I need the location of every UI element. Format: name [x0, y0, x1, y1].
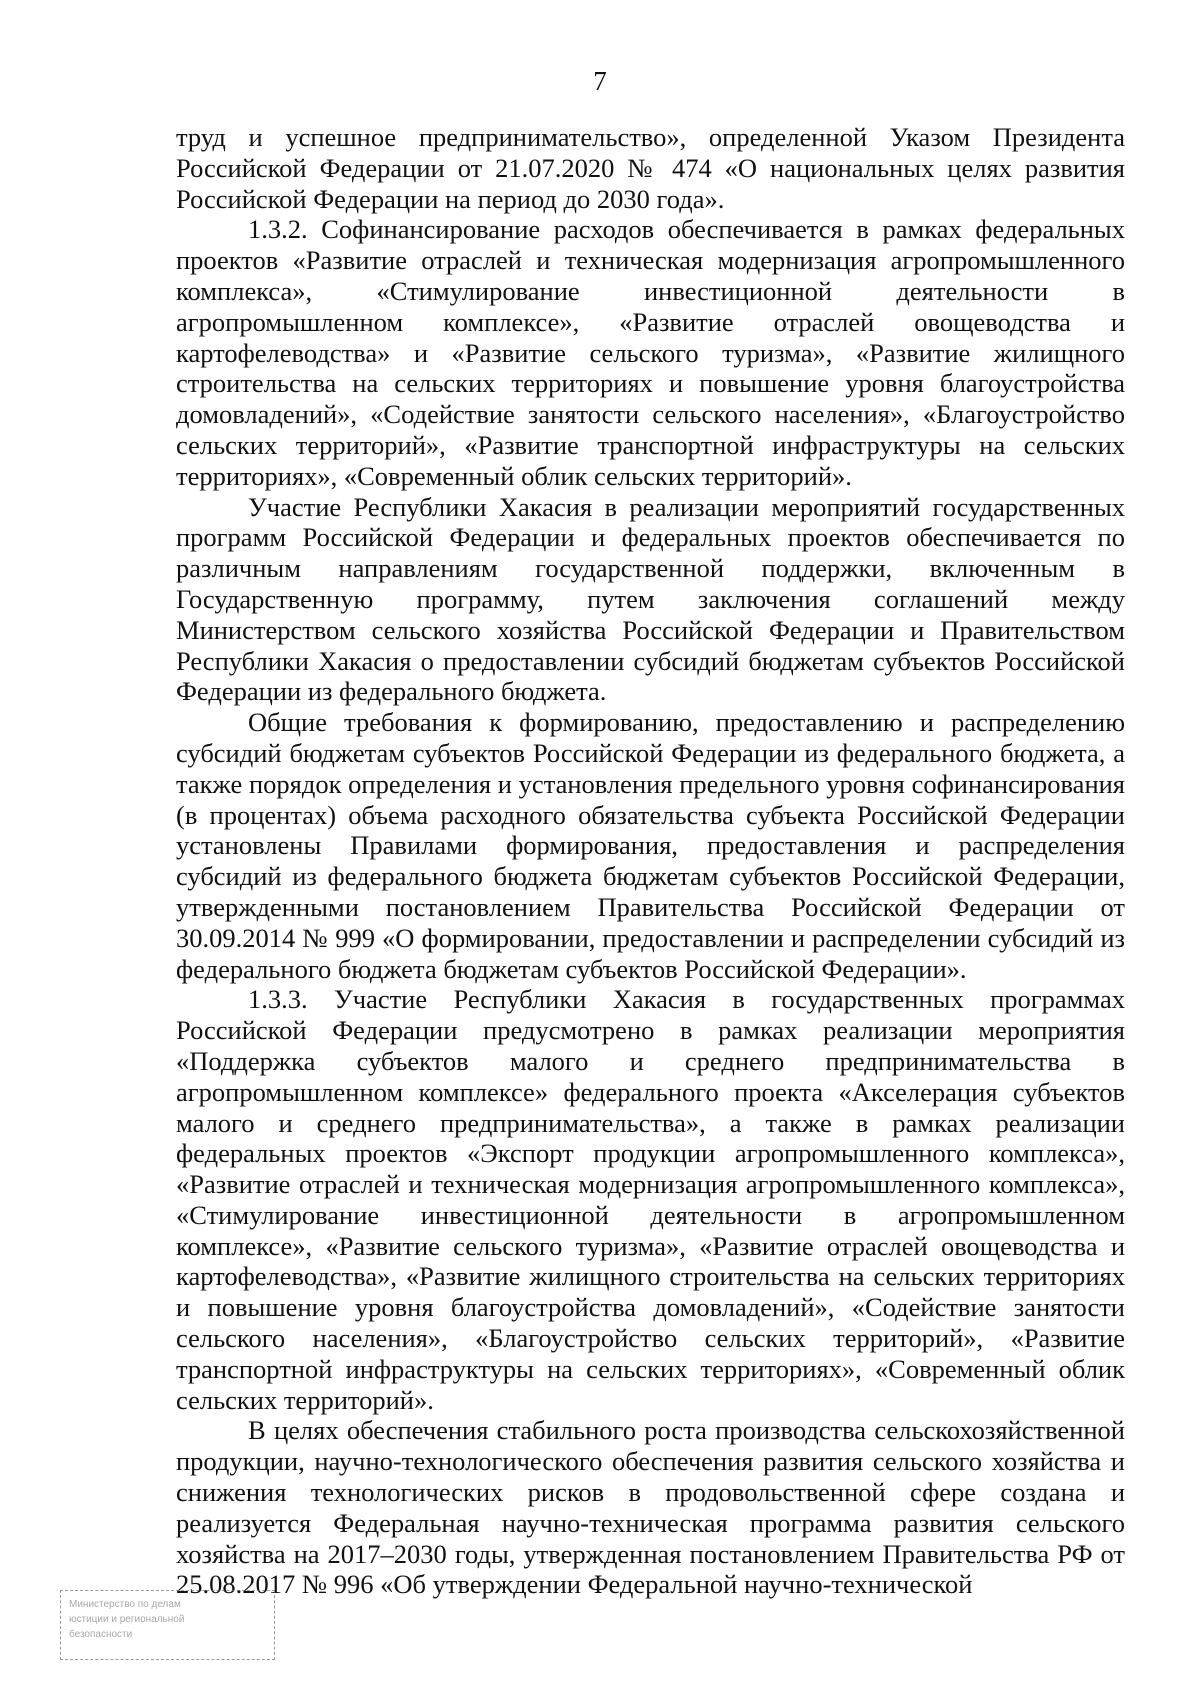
stamp-line-3: безопасности — [69, 1629, 133, 1640]
paragraph-5: 1.3.3. Участие Республики Хакасия в государственных программах Российской Федерации предусмотрено в рамках реализации мероприятия «Поддержка субъектов малого и среднего предпринимательства в агропромышленном комплексе» федерального проекта «Акселерация субъектов малого и среднего предпринимательства», а также в рамках реализации федеральных проектов «Экспорт продукции агропромышленного комплекса», «Развитие отраслей и техническая модернизация агропромышленного комплекса», «Стимулирование инвестиционной деятельности в агропромышленном комплексе», «Развитие сельского туризма», «Развитие отраслей овощеводства и картофелеводства», «Развитие жилищного строительства на сельских территориях и повышение уровня благоустройства домовладений», «Содействие занятости сельского населения», «Благоустройство сельских территорий», «Развитие транспортной инфраструктуры на сельских территориях», «Современный облик сельских территорий». — [176, 984, 1125, 1415]
page-number: 7 — [593, 66, 607, 96]
registration-stamp — [60, 1590, 275, 1660]
document-body — [176, 122, 1125, 1600]
paragraph-1: труд и успешное предпринимательство», определенной Указом Президента Российской Федерации от 21.07.2020 № 474 «О национальных целях развития Российской Федерации на период до 2030 года». — [176, 122, 1125, 214]
paragraph-4: Общие требования к формированию, предоставлению и распределению субсидий бюджетам субъектов Российской Федерации из федерального бюджета, а также порядок определения и установления предельного уровня софинансирования (в процентах) объема расходного обязательства субъекта Российской Федерации установлены Правилами формирования, предоставления и распределения субсидий из федерального бюджета бюджетам субъектов Российской Федерации, утвержденными постановлением Правительства Российской Федерации от 30.09.2014 № 999 «О формировании, предоставлении и распределении субсидий из федерального бюджета бюджетам субъектов Российской Федерации». — [176, 707, 1125, 984]
stamp-line-2: юстиции и региональной — [69, 1614, 185, 1625]
stamp-line-1: Министерство по делам — [69, 1599, 181, 1610]
paragraph-2: 1.3.2. Софинансирование расходов обеспечивается в рамках федеральных проектов «Развитие отраслей и техническая модернизация агропромышленного комплекса», «Стимулирование инвестиционной деятельности в агропромышленном комплексе», «Развитие отраслей овощеводства и картофелеводства» и «Развитие сельского туризма», «Развитие жилищного строительства на сельских территориях и повышение уровня благоустройства домовладений», «Содействие занятости сельского населения», «Благоустройство сельских территорий», «Развитие транспортной инфраструктуры на сельских территориях», «Современный облик сельских территорий». — [176, 214, 1125, 491]
paragraph-3: Участие Республики Хакасия в реализации мероприятий государственных программ Российской Федерации и федеральных проектов обеспечивается по различным направлениям государственной поддержки, включенным в Государственную программу, путем заключения соглашений между Министерством сельского хозяйства Российской Федерации и Правительством Республики Хакасия о предоставлении субсидий бюджетам субъектов Российской Федерации из федерального бюджета. — [176, 491, 1125, 707]
paragraph-6: В целях обеспечения стабильного роста производства сельскохозяйственной продукции, научно-технологического обеспечения развития сельского хозяйства и снижения технологических рисков в продовольственной сфере создана и реализуется Федеральная научно-техническая программа развития сельского хозяйства на 2017–2030 годы, утвержденная постановлением Правительства РФ от 25.08.2017 № 996 «Об утверждении Федеральной научно-технической — [176, 1415, 1125, 1600]
